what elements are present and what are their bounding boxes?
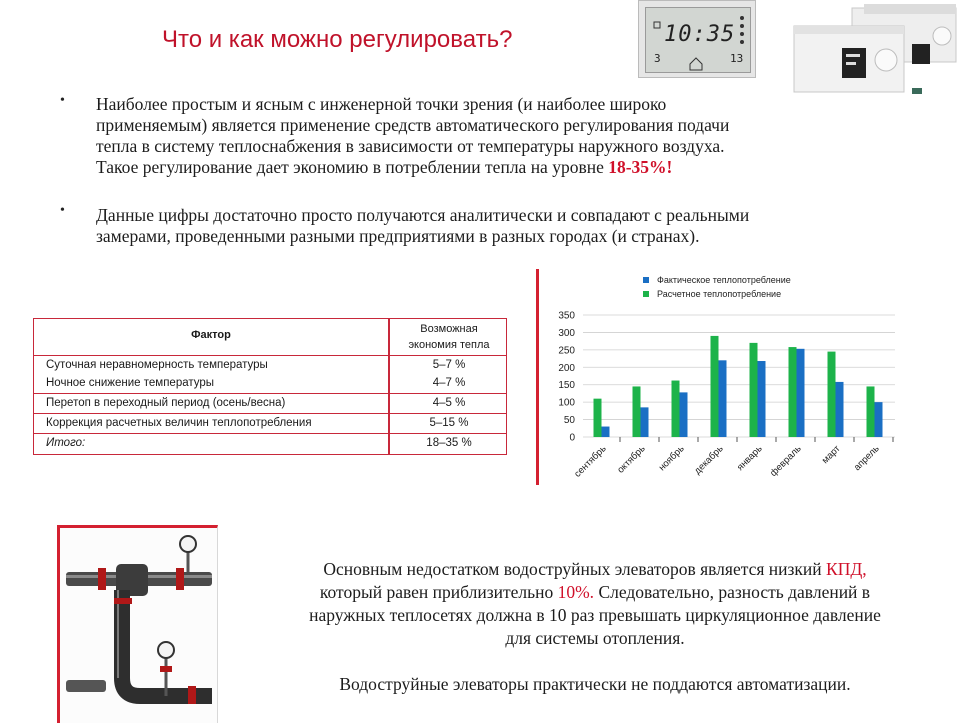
- bullet-dot: •: [60, 93, 65, 108]
- text-fragment: Основным недостатком водоструйных элеваторов является низкий: [323, 559, 827, 579]
- header-savings-line: экономия тепла: [408, 339, 490, 351]
- bar: [680, 392, 688, 437]
- bar: [594, 399, 602, 437]
- row-value: 4–7 %: [432, 377, 466, 389]
- bar: [797, 349, 805, 437]
- bar: [633, 386, 641, 437]
- elevator-drawing: [60, 528, 217, 723]
- x-tick-label: сентябрь: [572, 443, 609, 480]
- x-tick-label: январь: [735, 443, 765, 473]
- text-fragment: Следовательно, разность давлений в: [594, 582, 871, 602]
- y-tick-label: 250: [558, 345, 575, 357]
- row-factor: Суточная неравномерность температуры: [46, 359, 268, 371]
- y-tick-label: 100: [558, 397, 575, 409]
- header-savings-line: Возможная: [420, 323, 478, 335]
- y-tick-label: 350: [558, 310, 575, 322]
- thermostat-icons: [646, 8, 750, 72]
- x-tick-label: октябрь: [615, 443, 648, 476]
- row-value: 5–7 %: [432, 359, 466, 371]
- consumption-chart: [536, 269, 911, 485]
- bar: [672, 381, 680, 437]
- y-tick-label: 50: [563, 415, 575, 427]
- table-row: [34, 415, 506, 434]
- text-line: Наиболее простым и ясным с инженерной точки зрения (и наиболее широко: [96, 94, 667, 114]
- thermostat-display: [645, 7, 751, 73]
- row-value: 18–35 %: [426, 437, 472, 449]
- header-factor: Фактор: [191, 329, 231, 341]
- header-savings: [390, 321, 508, 353]
- bullet-paragraph-2: [96, 205, 916, 247]
- automation-note: Водоструйные элеваторы практически не поддаются автоматизации.: [339, 674, 851, 694]
- thermostat-image: [638, 0, 756, 78]
- bar: [750, 343, 758, 437]
- text-line: Такое регулирование дает экономию в потреблении тепла на уровне: [96, 157, 609, 177]
- legend-label: Фактическое теплопотребление: [657, 275, 791, 285]
- table-row: [34, 395, 506, 414]
- text-line: наружных теплосетях должна в 10 раз превышать циркуляционное давление: [309, 605, 881, 625]
- kpd-highlight: КПД,: [826, 559, 867, 579]
- text-line: применяемым) является применение средств автоматического регулирования подачи: [96, 115, 730, 135]
- text-line: для системы отопления.: [505, 628, 685, 648]
- row-factor: Коррекция расчетных величин теплопотребления: [46, 417, 312, 429]
- bar: [758, 361, 766, 437]
- bar: [836, 382, 844, 437]
- legend-swatch: [643, 291, 649, 297]
- text-line: замерами, проведенными разными предприятиями в разных городах (и странах).: [96, 226, 700, 246]
- bar: [789, 347, 797, 437]
- text-fragment: который равен приблизительно: [319, 582, 558, 602]
- bar: [602, 427, 610, 437]
- page-title: Что и как можно регулировать?: [162, 26, 513, 53]
- water-jet-elevator-image: [57, 525, 218, 723]
- table-row: [34, 357, 506, 375]
- y-tick-label: 200: [558, 362, 575, 374]
- table-row: [34, 435, 506, 453]
- y-tick-label: 150: [558, 380, 575, 392]
- thermostat-left-digit: 3: [654, 52, 661, 65]
- legend-swatch: [643, 277, 649, 283]
- bar: [711, 336, 719, 437]
- legend-label: Расчетное теплопотребление: [657, 289, 782, 299]
- bullet-paragraph-1: [96, 94, 916, 178]
- savings-highlight: 18-35%!: [608, 157, 673, 177]
- elevator-drawback-paragraph: [240, 558, 950, 650]
- row-factor: Перетоп в переходный период (осень/весна): [46, 397, 286, 409]
- row-value: 5–15 %: [429, 417, 469, 429]
- x-tick-label: март: [819, 443, 843, 467]
- bar: [875, 402, 883, 437]
- row-value: 4–5 %: [432, 397, 466, 409]
- y-tick-label: 0: [569, 432, 575, 444]
- x-tick-label: февраль: [768, 443, 804, 479]
- thermostat-time: 10:35: [664, 22, 736, 47]
- bullet-dot: •: [60, 203, 65, 218]
- table-header: [34, 319, 506, 356]
- bar: [867, 386, 875, 437]
- bar: [641, 407, 649, 437]
- x-tick-label: апрель: [851, 443, 882, 474]
- factor-table: [33, 318, 507, 455]
- percent-highlight: 10%.: [557, 582, 595, 602]
- x-tick-label: ноябрь: [656, 443, 687, 474]
- bar: [828, 352, 836, 437]
- controller-devices-image: [790, 4, 960, 96]
- row-factor: Ночное снижение температуры: [46, 377, 215, 389]
- x-tick-label: декабрь: [692, 443, 726, 477]
- text-line: тепла в систему теплоснабжения в зависимости от температуры наружного воздуха.: [96, 136, 725, 156]
- bar: [719, 360, 727, 437]
- text-line: Данные цифры достаточно просто получаются аналитически и совпадают с реальными: [96, 205, 750, 225]
- y-tick-label: 300: [558, 327, 575, 339]
- table-row: [34, 375, 506, 394]
- thermostat-right-digit: 13: [730, 52, 744, 65]
- row-factor: Итого:: [46, 437, 86, 449]
- chart-svg: [539, 269, 911, 485]
